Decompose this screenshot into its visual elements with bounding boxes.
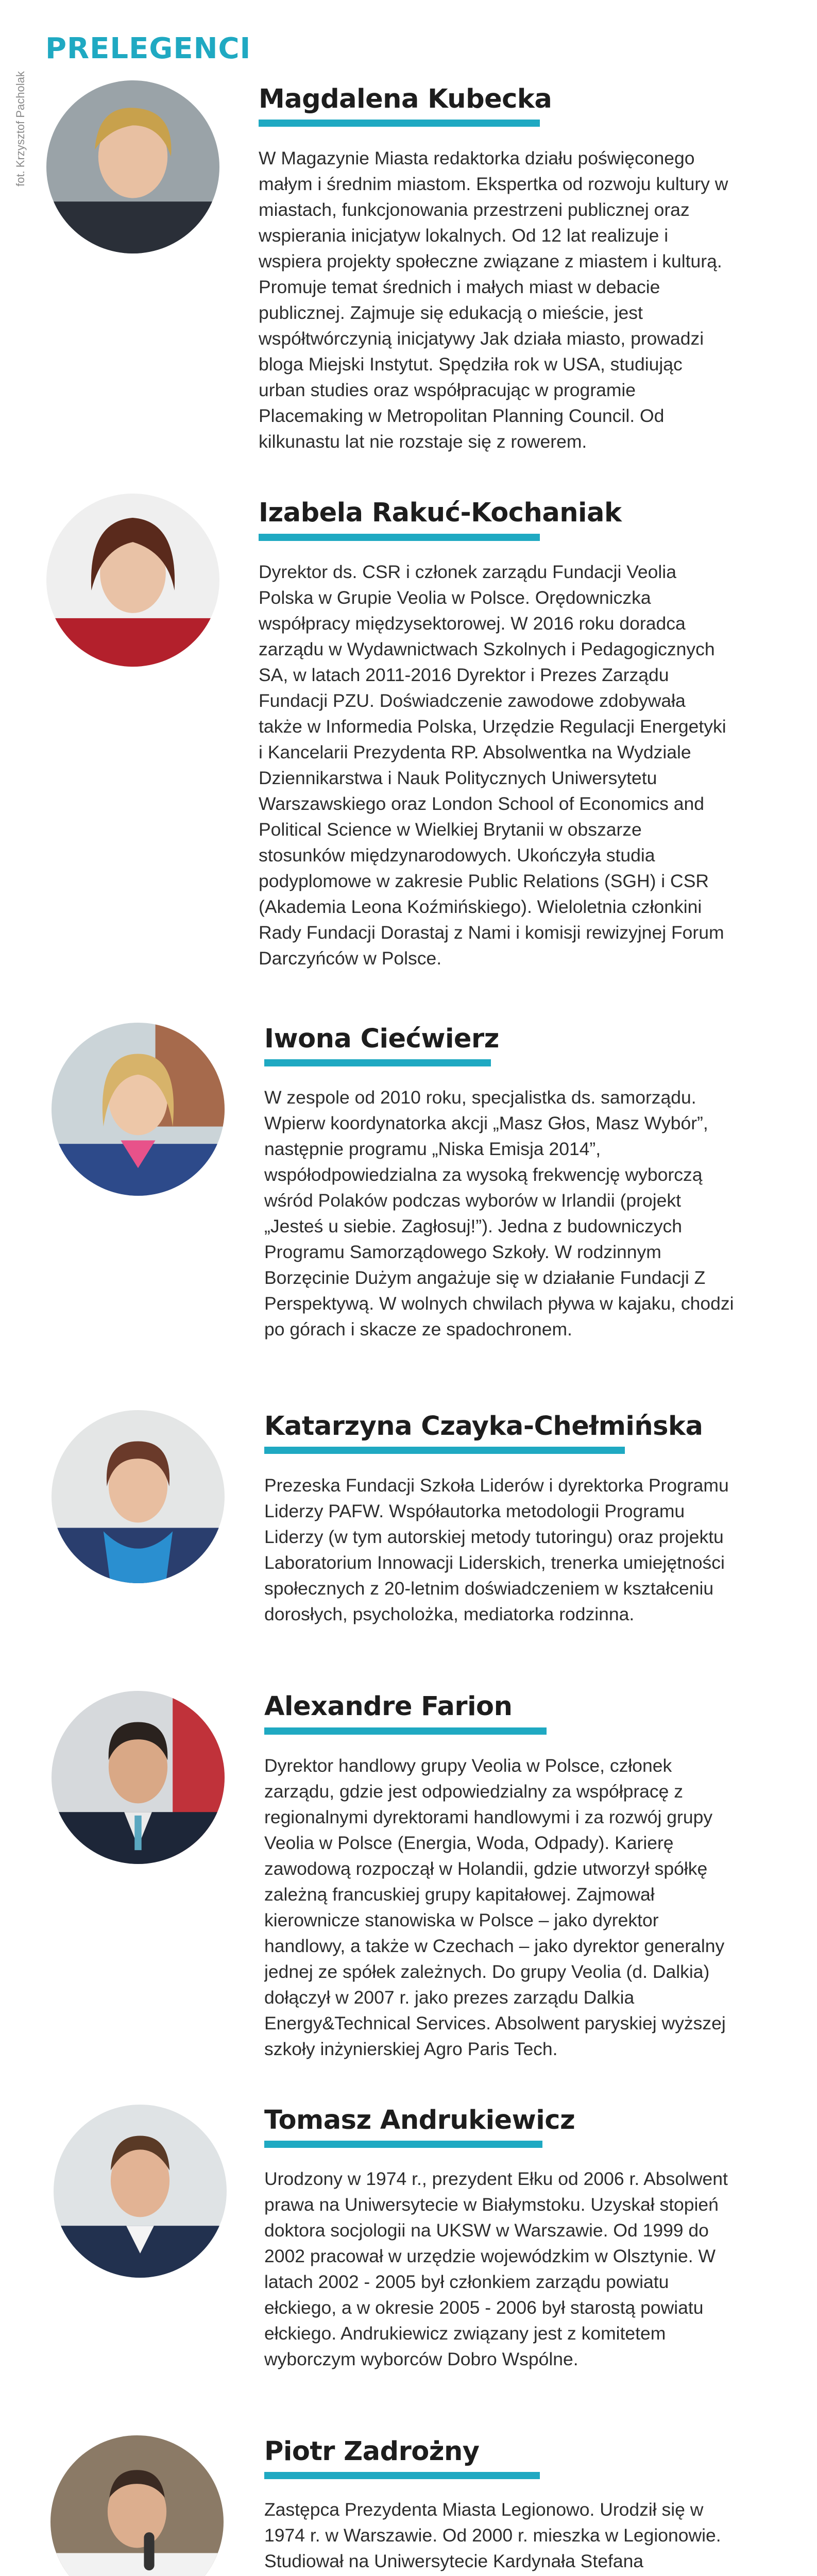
speaker-photo [52,1410,225,1583]
speaker-photo [54,2105,227,2278]
speaker-name: Tomasz Andrukiewicz [264,2105,575,2136]
speaker-name: Katarzyna Czayka-Chełmińska [264,1411,703,1442]
photo-credit: fot. Krzysztof Pacholak [14,71,27,187]
speaker-bio: Urodzony w 1974 r., prezydent Ełku od 2006 r. Absolwent prawa na Uniwersytecie w Białymstoku. Uzyskał stopień doktora socjologii na UKSW w Warszawie. Od 1999 do 2002 pracował w urzędzie wojewódzkim w Olsztynie. W latach 2002 - 2005 był członkiem zarządu powiatu ełckiego, a w okresie 2005 - 2006 był starostą powiatu ełckiego. Andrukiewicz związany jest z komitetem wyborczym wyborców Dobro Wspólne. [264,2168,728,2369]
speaker-name: Izabela Rakuć-Kochaniak [259,498,622,528]
name-underline [264,1447,625,1454]
speaker-photo [52,1023,225,1196]
name-underline [259,120,540,127]
speaker-photo [52,1691,225,1864]
speaker-photo [46,494,219,667]
speaker-name: Piotr Zadrożny [264,2436,480,2467]
name-underline [264,1727,547,1735]
speaker-name: Magdalena Kubecka [259,84,552,114]
speaker-bio: Zastępca Prezydenta Miasta Legionowo. Urodził się w 1974 r. w Warszawie. Od 2000 r. mieszka w Legionowie. Studiował na Uniwersytecie Kardynała Stefana [264,2499,721,2571]
page-title: PRELEGENCI [45,32,251,65]
speaker-bio: Dyrektor ds. CSR i członek zarządu Fundacji Veolia Polska w Grupie Veolia w Polsce. Orędowniczka współpracy międzysektorowej. W 2016 roku doradca zarządu w Wydawnictwach Szkolnych i Pedagogicznych SA, w latach 2011-2016 Dyrektor i Prezes Zarządu Fundacji PZU. Doświadczenie zawodowe zdobywała także w Informedia Polska, Urzędzie Regulacji Energetyki i Kancelarii Prezydenta RP. Absolwentka na Wydziale Dziennikarstwa i Nauk Politycznych Uniwersytetu Warszawskiego oraz London School of Economics and Political Science w Wielkiej Brytanii w obszarze stosunków międzynarodowych. Ukończyła studia podyplomowe w zakresie Public Relations (SGH) i CSR (Akademia Leona Koźmińskiego). Wieloletnia członkini Rady Fundacji Dorastaj z Nami i komisji rewizyjnej Forum Darczyńców w Polsce. [259,562,726,969]
name-underline [264,2141,542,2148]
speaker-bio: W zespole od 2010 roku, specjalistka ds. samorządu. Wpierw koordynatorka akcji „Masz Głos, Masz Wybór”, następnie programu „Niska Emisja 2014”, współodpowiedzialna za wysoką frekwencję wyborczą wśród Polaków podczas wyborów w Irlandii (projekt „Jesteś u siebie. Zagłosuj!”). Jedna z budowniczych Programu Samorządowego Szkoły. W rodzinnym Borzęcinie Dużym angażuje się w działanie Fundacji Z Perspektywą. W wolnych chwilach pływa w kajaku, chodzi po górach i skacze ze spadochronem. [264,1087,734,1340]
name-underline [264,1059,491,1066]
name-underline [264,2472,540,2479]
name-underline [259,534,540,541]
speaker-photo [46,80,219,253]
speaker-bio: Prezeska Fundacji Szkoła Liderów i dyrektorka Programu Liderzy PAFW. Współautorka metodologii Programu Liderzy (w tym autorskiej metody tutoringu) oraz projektu Laboratorium Innowacji Liderskich, trenerka umiejętności społecznych z 20-letnim doświadczeniem w kształceniu dorosłych, psycholożka, mediatorka rodzinna. [264,1475,729,1624]
speaker-name: Iwona Ciećwierz [264,1024,499,1054]
speaker-photo [50,2435,224,2576]
speaker-name: Alexandre Farion [264,1691,513,1722]
speaker-bio: Dyrektor handlowy grupy Veolia w Polsce, członek zarządu, gdzie jest odpowiedzialny za współpracę z regionalnymi dyrektorami handlowymi i za rozwój grupy Veolia w Polsce (Energia, Woda, Odpady). Karierę zawodową rozpoczął w Holandii, gdzie utworzył spółkę zależną francuskiej grupy kapitałowej. Zajmował kierownicze stanowiska w Polsce – jako dyrektor handlowy, a także w Czechach – jako dyrektor generalny jednej ze spółek zależnych. Do grupy Veolia (d. Dalkia) dołączył w 2007 r. jako prezes zarządu Dalkia Energy&Technical Services. Absolwent paryskiej wyższej szkoły inżynierskiej Agro Paris Tech. [264,1755,726,2059]
speaker-bio: W Magazynie Miasta redaktorka działu poświęconego małym i średnim miastom. Ekspertka od rozwoju kultury w miastach, funkcjonowania przestrzeni publicznej oraz wspierania inicjatyw lokalnych. Od 12 lat realizuje i wspiera projekty społeczne związane z miastem i kulturą. Promuje temat średnich i małych miast w debacie publicznej. Zajmuje się edukacją o mieście, jest współtwórczynią inicjatywy Jak działa miasto, prowadzi bloga Miejski Instytut. Spędziła rok w USA, studiując urban studies oraz współpracując w programie Placemaking w Metropolitan Planning Council. Od kilkunastu lat nie rozstaje się z rowerem. [259,148,728,452]
